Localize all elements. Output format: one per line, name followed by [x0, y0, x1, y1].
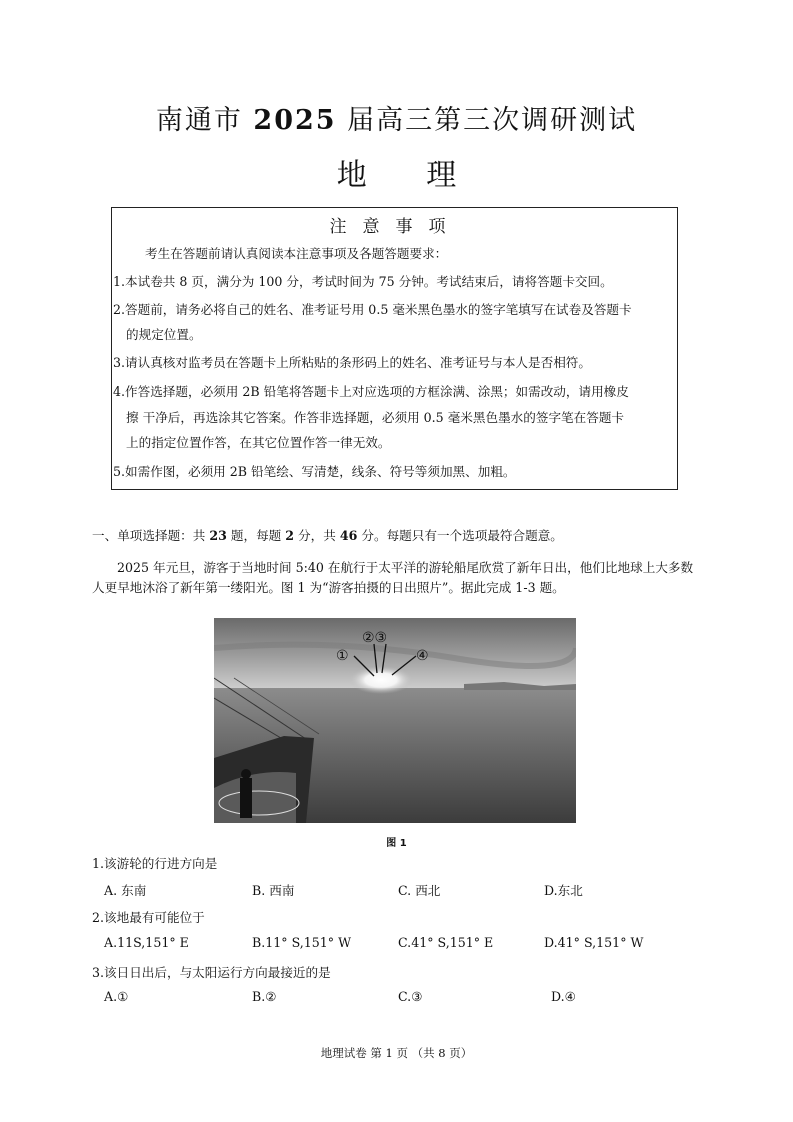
q2-option-a: A.11S,151° E: [104, 935, 189, 950]
notice-title: 注意事项: [329, 217, 462, 237]
q1-option-a: A. 东南: [104, 883, 147, 898]
notice-line-4c: 上的指定位置作答，在其它位置作答一律无效。: [126, 435, 391, 450]
notice-line-2b: 的规定位置。: [126, 327, 202, 342]
q3-option-a: A.①: [104, 989, 129, 1004]
sunrise-photo: [214, 618, 576, 823]
subject-char-2: 理: [426, 158, 457, 193]
subject-heading: [0, 150, 793, 194]
notice-line-3: 3.请认真核对监考员在答题卡上所粘贴的条形码上的姓名、准考证号与本人是否相符。: [113, 355, 591, 370]
page-footer: 地理试卷 第 1 页 （共 8 页）: [320, 1046, 473, 1060]
marker-4: ④: [416, 648, 429, 664]
question-2-stem: 2.该地最有可能位于: [92, 910, 205, 925]
section-heading: 一、单项选择题：共 23 题，每题 2 分，共 46 分。每题只有一个选项最符合题意。: [92, 528, 563, 543]
exam-title: [0, 98, 793, 137]
q3-option-c: C.③: [398, 989, 423, 1004]
notice-line-1: 1.本试卷共 8 页，满分为 100 分，考试时间为 75 分钟。考试结束后，请将答题卡交回。: [113, 274, 613, 289]
q3-option-d: D.④: [551, 989, 576, 1004]
marker-1: ①: [336, 648, 349, 664]
question-3-stem: 3.该日日出后，与太阳运行方向最接近的是: [92, 965, 331, 980]
notice-intro: 考生在答题前请认真阅读本注意事项及各题答题要求：: [145, 246, 448, 261]
q2-option-d: D.41° S,151° W: [544, 935, 644, 950]
q3-option-b: B.②: [252, 989, 277, 1004]
q2-option-b: B.11° S,151° W: [252, 935, 352, 950]
notice-line-4: 4.作答选择题，必须用 2B 铅笔将答题卡上对应选项的方框涂满、涂黑；如需改动，请用橡皮: [113, 384, 629, 399]
marker-2-3: ②③: [362, 630, 388, 646]
sunrise-photo-image: [214, 618, 576, 823]
title-prefix: 南通市: [155, 105, 243, 136]
notice-box: [111, 207, 678, 490]
intro-paragraph: 2025 年元旦，游客于当地时间 5:40 在航行于太平洋的游轮船尾欣赏了新年日出，他们比地球上大多数人更早地沐浴了新年第一缕阳光。图 1 为“游客拍摄的日出照片”。据此完成 1-3 题。: [92, 560, 694, 595]
notice-line-2: 2.答题前，请务必将自己的姓名、准考证号用 0.5 毫米黑色墨水的签字笔填写在试卷及答题卡: [113, 302, 632, 317]
question-1-stem: 1.该游轮的行进方向是: [92, 856, 218, 871]
figure-label: 图 1: [386, 838, 407, 849]
q2-option-c: C.41° S,151° E: [398, 935, 494, 950]
notice-line-5: 5.如需作图，必须用 2B 铅笔绘、写清楚，线条、符号等须加黑、加粗。: [113, 464, 516, 479]
q1-option-b: B. 西南: [252, 883, 295, 898]
subject-char-1: 地: [336, 158, 367, 193]
q1-option-c: C. 西北: [398, 883, 441, 898]
notice-line-4b: 擦 干净后，再选涂其它答案。作答非选择题，必须用 0.5 毫米黑色墨水的签字笔在答题卡: [126, 410, 625, 425]
title-suffix: 届高三第三次调研测试: [347, 105, 638, 136]
q1-option-d: D.东北: [544, 883, 583, 898]
title-year: 2025: [253, 105, 337, 136]
